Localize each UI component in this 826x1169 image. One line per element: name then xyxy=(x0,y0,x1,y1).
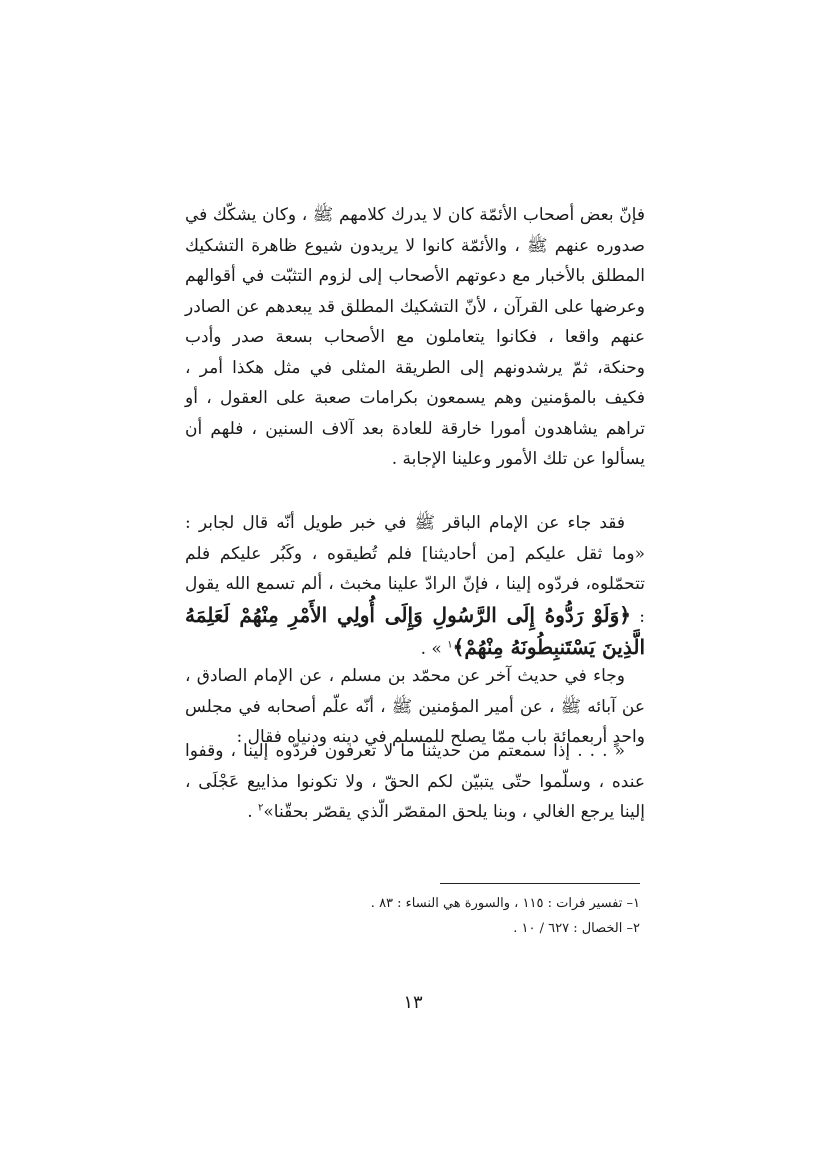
footnote-divider xyxy=(440,883,640,884)
paragraph-with-verse xyxy=(185,508,645,665)
body-paragraph-4 xyxy=(185,736,645,828)
quoted-paragraph xyxy=(185,736,645,828)
footnote-2: ٢– الخصال : ٦٢٧ / ١٠ . xyxy=(513,921,640,936)
paragraph-text: فقد جاء عن الإمام الباقر ﷺ في خبر طويل أنّه قال لجابر : «وما ثقل عليكم [من أحاديثنا] فلم تُطيقوه ، وكَبُر عليكم فلم تتحمّلوه، فردّوه إلينا ، فإنّ الرادّ علينا مخبث ، ألم تسمع الله يقول : xyxy=(185,513,645,627)
quote-close: » . xyxy=(420,639,448,659)
paragraph-text: « . . . إذا سمعتم من حديثنا ما لا تعرفون فردّوه إلينا ، وقفوا عنده ، وسلّموا حتّى يتبيّن لكم الحقّ ، ولا تكونوا مذاييع عَجْلَى ، إلينا يرجع الغالي ، وبنا يلحق المقصّر الّذي يقصّر بحقّنا» xyxy=(185,741,645,822)
body-paragraph-1 xyxy=(185,200,645,475)
footnote-ref-1: ١ xyxy=(447,639,453,651)
footnotes xyxy=(185,891,640,941)
footnote-ref-2: ٢ xyxy=(258,802,264,814)
body-paragraph-2 xyxy=(185,508,645,665)
paragraph-text: فإنّ بعض أصحاب الأئمّة كان لا يدرك كلامهم ﷺ ، وكان يشكّك في صدوره عنهم ﷺ ، والأئمّة كانوا لا يريدون شيوع ظاهرة التشكيك المطلق بالأخبار مع دعوتهم الأصحاب إلى لزوم التثبّت في أقوالهم وعرضها على القرآن ، لأنّ التشكيك المطلق قد يبعدهم عن الصادر عنهم واقعا ، فكانوا يتعاملون مع الأصحاب بسعة صدر وأدب وحنكة، ثمّ يرشدونهم إلى الطريقة المثلى في مثل هكذا أمر ، فكيف بالمؤمنين وهم يسمعون بكرامات صعبة على العقول ، أو تراهم يشاهدون أمورا خارقة للعادة بعد آلاف السنين ، فلهم أن يسألوا عن تلك الأمور وعلينا الإجابة . xyxy=(185,205,646,469)
quote-end: . xyxy=(247,802,259,822)
page-number: ١٣ xyxy=(403,992,423,1013)
paragraph-text: وجاء في حديث آخر عن محمّد بن مسلم ، عن الإمام الصادق ، عن آبائه ﷺ ، عن أمير المؤمنين ﷺ ، أنّه علّم أصحابه في مجلس واحدٍ أربعمائة باب ممّا يصلح للمسلم في دينه ودنياه فقال : xyxy=(185,666,645,747)
quran-verse: ﴿وَلَوْ رَدُّوهُ إِلَى الرَّسُولِ وَإِلَى أُولِي الأَمْرِ مِنْهُمْ لَعَلِمَهُ الَّذِينَ يَسْتَنبِطُونَهُ مِنْهُمْ﴾ xyxy=(185,602,645,659)
footnote-1: ١– تفسير فرات : ١١٥ ، والسورة هي النساء : ٨٣ . xyxy=(370,896,640,911)
